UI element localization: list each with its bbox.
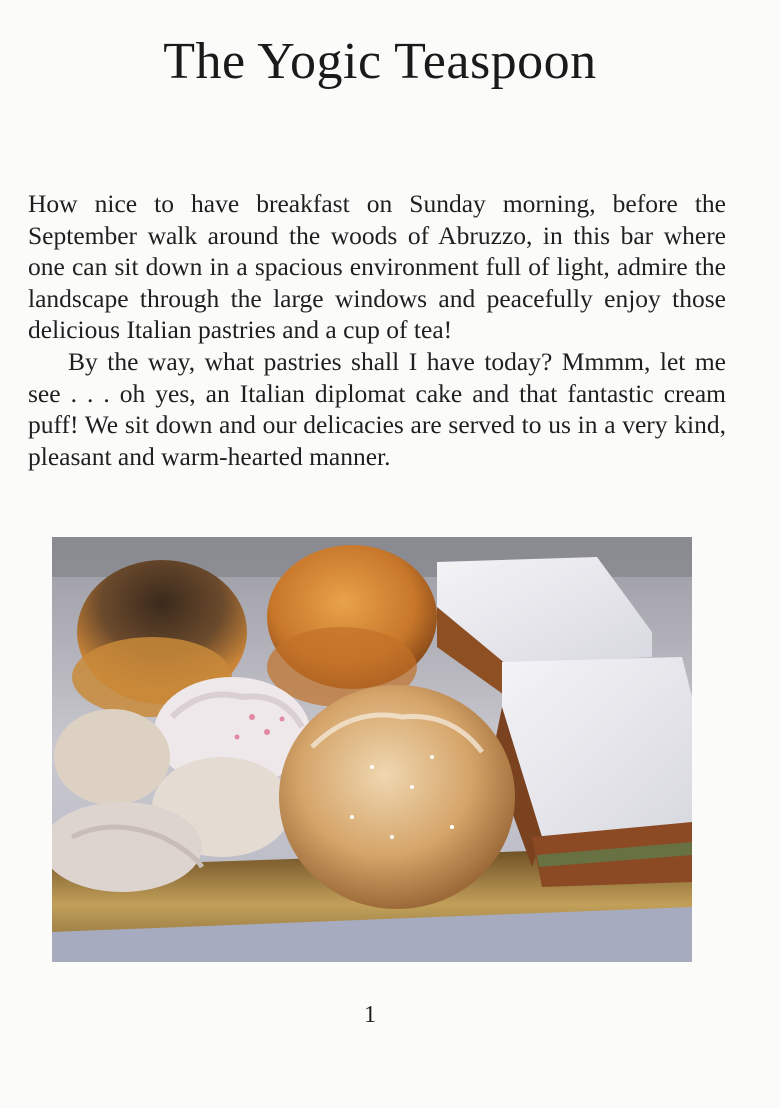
paragraph-1: How nice to have breakfast on Sunday morning, before the September walk around the woods of Abruzzo, in this bar where one can sit down in a spacious environment full of light, admire the landscape through the large windows and peacefully enjoy those delicious Italian pastries and a cup of tea!	[28, 189, 726, 345]
pastries-photo	[52, 537, 692, 962]
page-title: The Yogic Teaspoon	[163, 33, 597, 90]
body-text	[28, 188, 726, 472]
paragraph-2: By the way, what pastries shall I have today? Mmmm, let me see . . . oh yes, an Italian diplomat cake and that fantastic cream puff! We sit down and our delicacies are served to us in a very kind, pleasant and warm-hearted manner.	[28, 346, 726, 471]
page-number: 1	[364, 1002, 376, 1028]
